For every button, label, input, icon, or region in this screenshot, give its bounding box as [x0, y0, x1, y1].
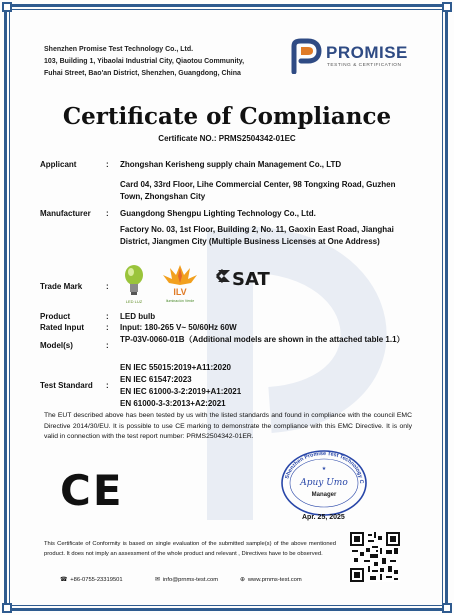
- colon: :: [106, 282, 109, 291]
- certificate-number: Certificate NO.: PRMS2504342-01EC: [158, 134, 296, 143]
- logo-wordmark: PROMISE: [326, 43, 408, 62]
- colon: :: [106, 381, 109, 390]
- issuer-address-line: 103, Building 1, Yibaolai Industrial City, Qiaotou Community,: [44, 58, 245, 65]
- colon: :: [106, 209, 109, 218]
- frame-corner: [2, 2, 12, 12]
- contact-phone: [60, 577, 123, 583]
- contact-email: [155, 577, 218, 583]
- web-text: www.prnms-test.com: [247, 577, 302, 583]
- sat-brand-text: SAT: [232, 269, 270, 290]
- rated-input-value: Input: 180-265 V~ 50/60Hz 60W: [120, 323, 237, 332]
- issuer-address-block: [44, 44, 244, 80]
- test-standard-item: EN IEC 61000-3-2:2019+A1:2021: [120, 387, 242, 396]
- footer-note: This Certificate of Conformity is based on single evaluation of the submitted sample(s) of the above mentioned product. It does not imply an assessment of the whole product and relevant , Directives have to be observed.: [44, 541, 336, 557]
- models-label: Model(s): [40, 341, 73, 350]
- product-label: Product: [40, 312, 71, 321]
- sat-logo: [217, 269, 270, 290]
- compliance-statement: The EUT described above has been tested by us with the listed standards and found in compliance with the council EMC Directive 2014/30/EU. It is possible to use CE marking to demonstrate the compliance with this EMC Directive. It is only valid in connection with the test report number: PRMS2504342-01ER.: [44, 412, 412, 441]
- star-icon: ★: [321, 466, 327, 472]
- globe-icon: ⊕: [240, 577, 245, 583]
- applicant-label: Applicant: [40, 160, 77, 169]
- test-standard-list: [120, 362, 410, 410]
- test-standard-item: EN IEC 55015:2019+A11:2020: [120, 363, 231, 372]
- test-standard-item: EN IEC 61547:2023: [120, 375, 192, 384]
- applicant-address: Card 04, 33rd Floor, Lihe Commercial Center, 98 Tongxing Road, Guzhen Town, Zhongshan City: [120, 180, 396, 201]
- colon: :: [106, 312, 109, 321]
- logo-tagline: TESTING & CERTIFICATION: [327, 63, 402, 68]
- rated-input-label: Rated Input: [40, 323, 84, 332]
- ilv-tagline: Iluminación Verde: [165, 299, 195, 303]
- led-bulb-logo: [125, 265, 143, 304]
- phone-icon: ☎: [60, 577, 68, 583]
- manufacturer-label: Manufacturer: [40, 209, 91, 218]
- qr-code: [350, 532, 400, 582]
- mail-icon: ✉: [155, 577, 160, 583]
- contact-web: [240, 577, 302, 583]
- phone-text: +86-0755-23319501: [70, 577, 123, 583]
- colon: :: [106, 323, 109, 332]
- test-standard-item: EN 61000-3-3:2013+A2:2021: [120, 399, 226, 408]
- trade-mark-logos: [120, 262, 310, 306]
- stamp-role: Manager: [311, 492, 337, 498]
- ce-mark: CE: [60, 466, 124, 515]
- ilv-brand-text: ILV: [173, 287, 187, 297]
- frame-corner: [442, 2, 452, 12]
- manufacturer-name: Guangdong Shengpu Lighting Technology Co., Ltd.: [120, 209, 316, 218]
- issue-date: Apr. 25, 2025: [302, 514, 345, 521]
- models-value: TP-03V-0060-01B（Additional models are shown in the attached table 1.1）: [120, 335, 405, 344]
- manufacturer-address: Factory No. 03, 1st Floor, Building 2, No. 11, Gaoxin East Road, Jianghai District, Jiangmen City (Multiple Business Licenses at One Address): [120, 225, 394, 246]
- colon: :: [106, 341, 109, 350]
- company-stamp: [278, 448, 370, 518]
- trade-mark-label: Trade Mark: [40, 282, 83, 291]
- issuer-name: Shenzhen Promise Test Technology Co., Ltd.: [44, 46, 194, 53]
- signature: Apuy Umo: [300, 478, 348, 488]
- frame-corner: [442, 603, 452, 613]
- applicant-name: Zhongshan Kerisheng supply chain Management Co., LTD: [120, 160, 342, 169]
- promise-p-icon: [288, 38, 322, 74]
- stamp-ring-text: Shenzhen Promise Test Technology C: [284, 450, 365, 484]
- product-value: LED bulb: [120, 312, 156, 321]
- promise-logo: [288, 38, 418, 74]
- issuer-address-line: Fuhai Street, Bao'an District, Shenzhen, Guangdong, China: [44, 70, 241, 77]
- ilv-logo: [163, 265, 197, 303]
- test-standard-label: Test Standard: [40, 381, 93, 390]
- colon: :: [106, 160, 109, 169]
- page-title: Certificate of Compliance: [62, 103, 392, 130]
- email-text: info@prnms-test.com: [162, 577, 219, 583]
- frame-corner: [2, 603, 12, 613]
- bulb-logo-text: LED LUZ: [125, 299, 143, 304]
